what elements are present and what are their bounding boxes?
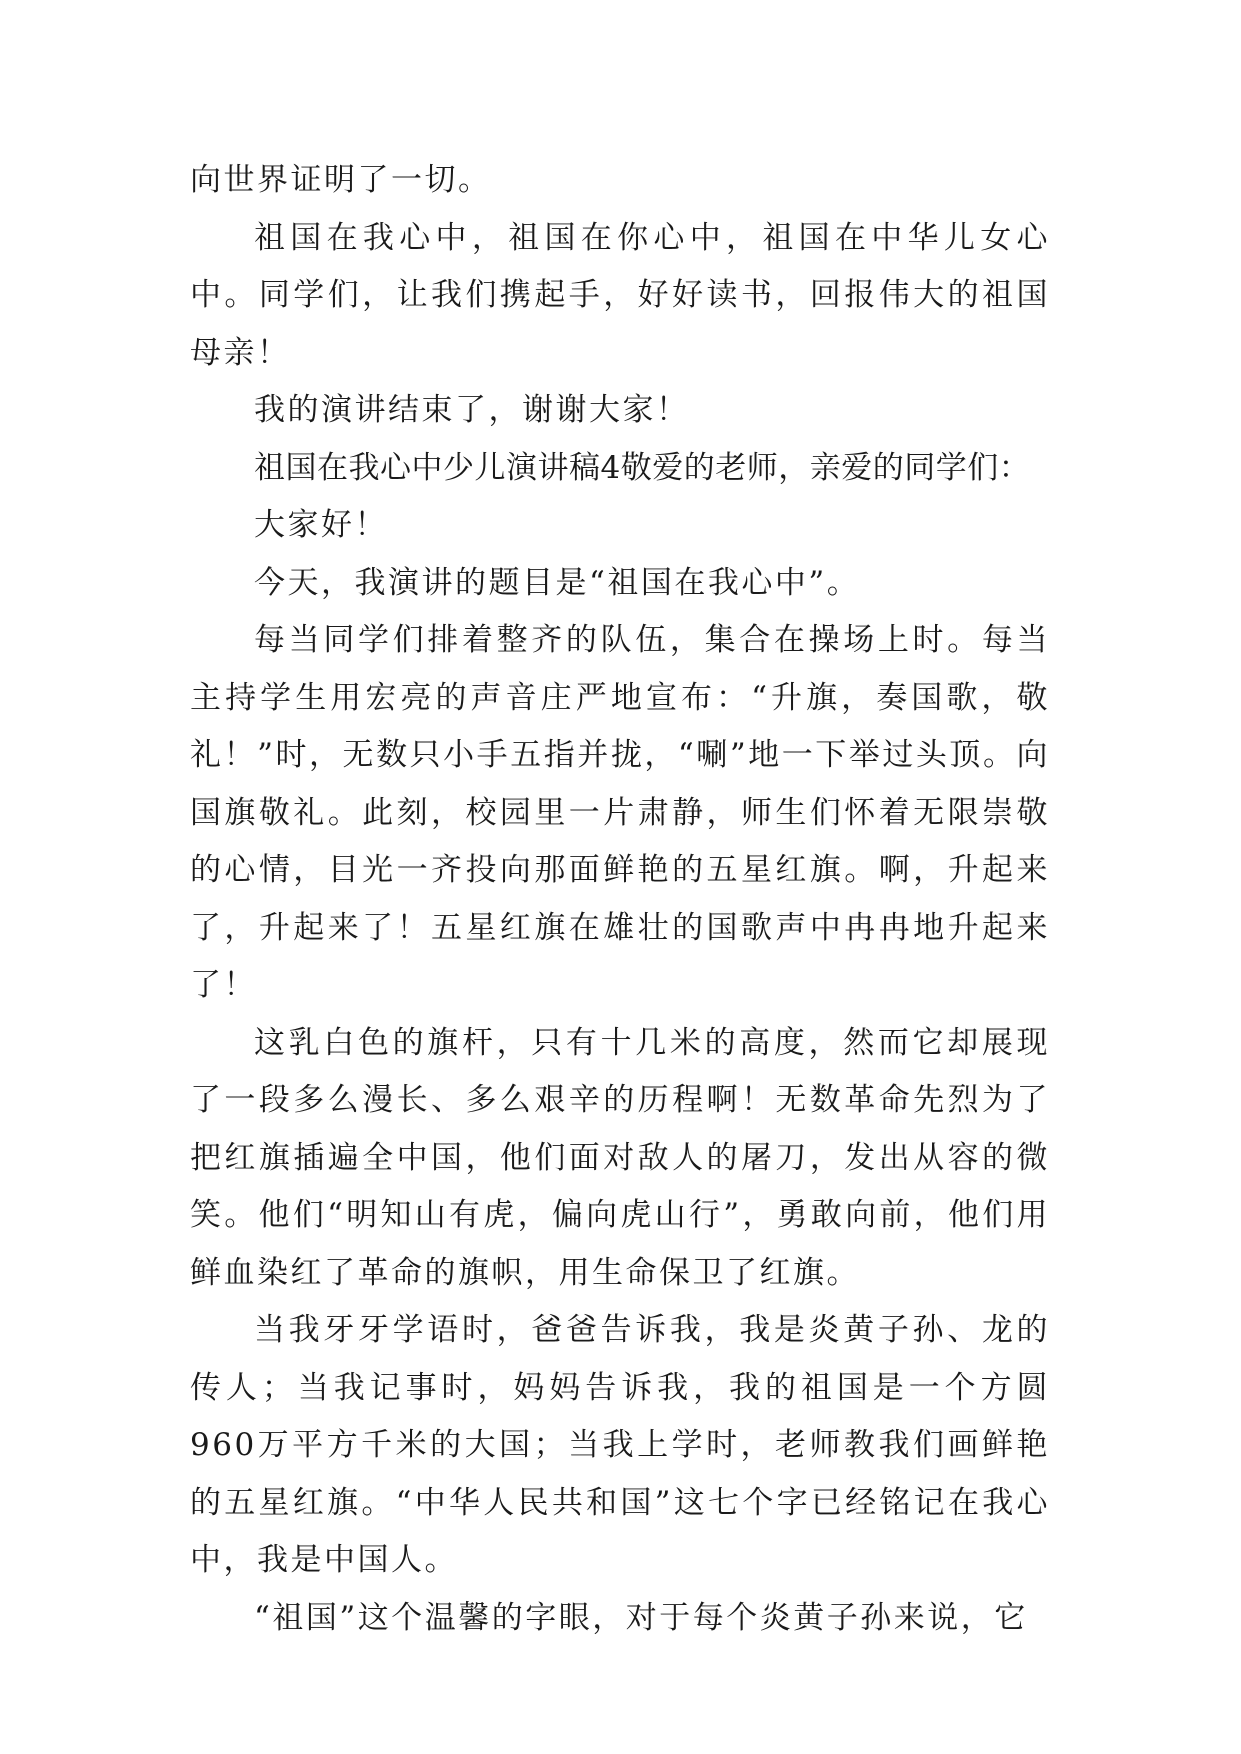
paragraph-2: 祖国在我心中，祖国在你心中，祖国在中华儿女心中。同学们，让我们携起手，好好读书，回报伟大的祖国母亲！ <box>190 219 1050 371</box>
paragraph-3: 我的演讲结束了，谢谢大家！ <box>254 392 690 428</box>
body-text <box>190 152 1050 1647</box>
paragraph-4: 祖国在我心中少儿演讲稿4敬爱的老师，亲爱的同学们： <box>254 449 1031 486</box>
paragraph-8: 这乳白色的旗杆，只有十几米的高度，然而它却展现了一段多么漫长、多么艰辛的历程啊！无数革命先烈为了把红旗插遍全中国，他们面对敌人的屠刀，发出从容的微笑。他们“明知山有虎，偏向虎山行”，勇敢向前，他们用鲜血染红了革命的旗帜，用生命保卫了红旗。 <box>190 1024 1050 1291</box>
paragraph-7: 每当同学们排着整齐的队伍，集合在操场上时。每当主持学生用宏亮的声音庄严地宣布：“升旗，奏国歌，敬礼！”时，无数只小手五指并拢，“唰”地一下举过头顶。向国旗敬礼。此刻，校园里一片肃静，师生们怀着无限崇敬的心情，目光一齐投向那面鲜艳的五星红旗。啊，升起来了，升起来了！五星红旗在雄壮的国歌声中冉冉地升起来了！ <box>190 622 1050 1003</box>
paragraph-6: 今天，我演讲的题目是“祖国在我心中”。 <box>254 564 861 601</box>
paragraph-5: 大家好！ <box>254 507 388 543</box>
paragraph-1: 向世界证明了一切。 <box>190 162 492 198</box>
paragraph-10: “祖国”这个温馨的字眼，对于每个炎黄子孙来说，它 <box>254 1599 1028 1636</box>
paragraph-9: 当我牙牙学语时，爸爸告诉我，我是炎黄子孙、龙的传人；当我记事时，妈妈告诉我，我的祖国是一个方圆960万平方千米的大国；当我上学时，老师教我们画鲜艳的五星红旗。“中华人民共和国”这七个字已经铭记在我心中，我是中国人。 <box>190 1312 1050 1578</box>
